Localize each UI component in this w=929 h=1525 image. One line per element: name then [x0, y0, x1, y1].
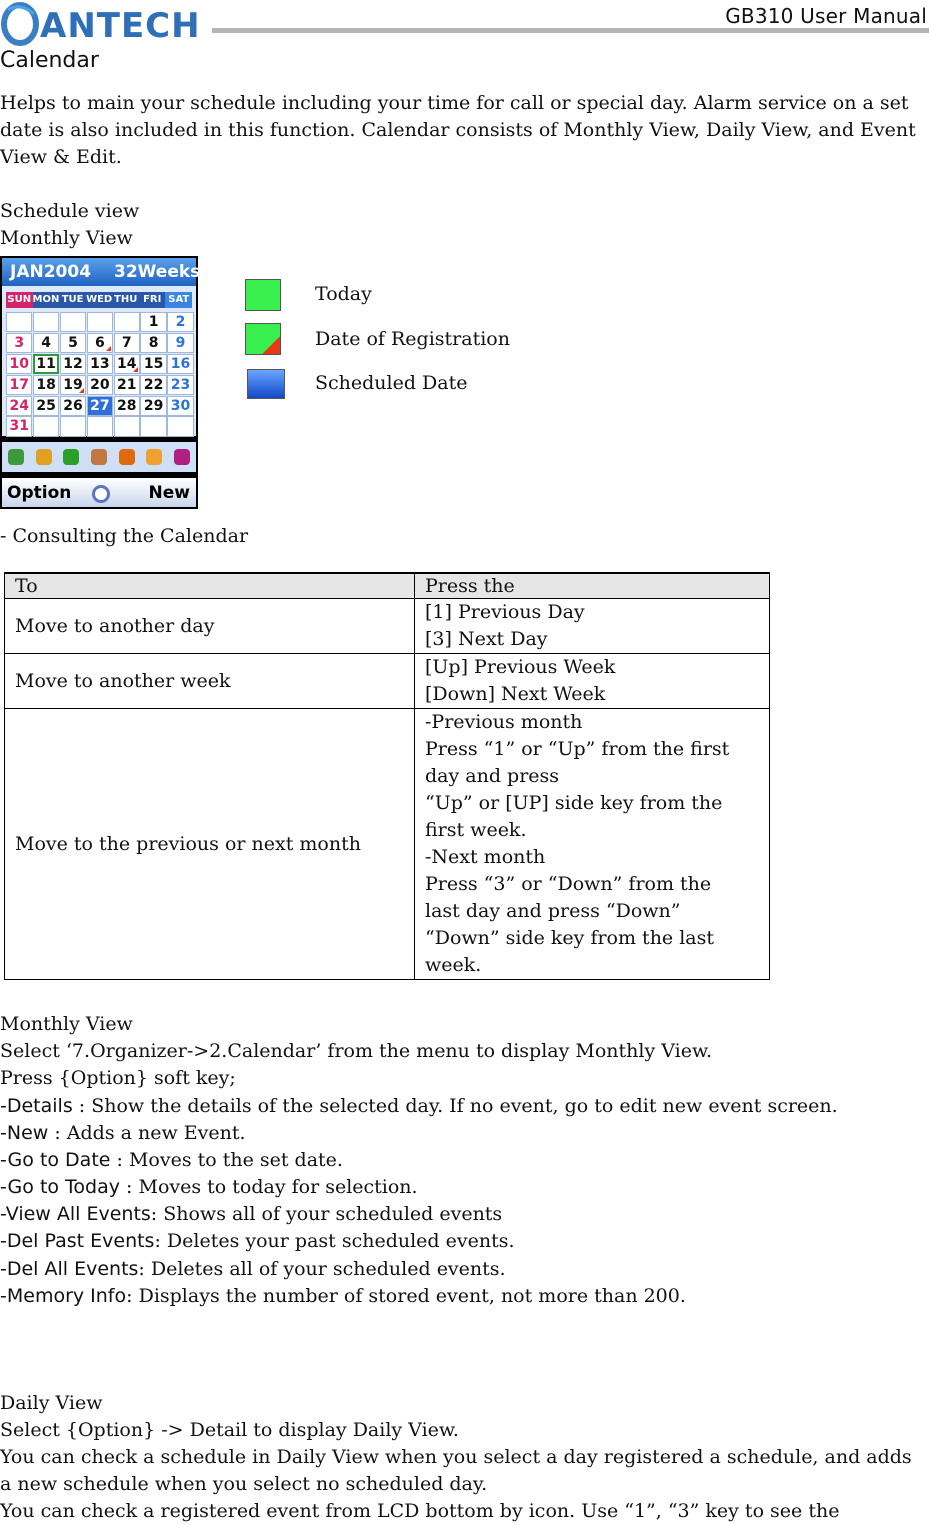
option-view-all-events [0, 1201, 502, 1228]
event-category-icon[interactable] [36, 449, 52, 465]
option-name: -Go to Today [0, 1176, 121, 1198]
calendar-day-cell[interactable]: 15 [140, 354, 166, 374]
calendar-day-cell[interactable]: 4 [33, 333, 59, 353]
new-soft-key[interactable]: New [148, 483, 190, 503]
option-desc: : Adds a new Event. [48, 1122, 246, 1144]
center-select-icon[interactable] [92, 485, 110, 503]
calendar-day-cell[interactable]: 17 [6, 375, 32, 395]
calendar-day-cell [60, 416, 86, 436]
daily-select-text: Select {Option} -> Detail to display Daily View. [0, 1419, 459, 1441]
press-line: “Down” side key from the last [425, 927, 714, 949]
option-name: -New [0, 1122, 49, 1144]
calendar-day-cell [6, 312, 32, 332]
press-line: Press “1” or “Up” from the first [425, 738, 730, 760]
press-line: “Up” or [UP] side key from the [425, 792, 723, 814]
calendar-day-cell[interactable]: 31 [6, 416, 32, 436]
table-header-row [5, 573, 770, 599]
calendar-day-cell [60, 312, 86, 332]
press-line: day and press [425, 765, 560, 787]
calendar-day-cell [33, 312, 59, 332]
calendar-day-cell[interactable]: 27 [87, 396, 113, 416]
daily-section-title: Daily View [0, 1392, 103, 1414]
calendar-day-cell [87, 312, 113, 332]
option-name: -View All Events [0, 1203, 151, 1225]
section-title: Calendar [0, 48, 99, 73]
monthly-select-text: Select ‘7.Organizer->2.Calendar’ from the menu to display Monthly View. [0, 1040, 712, 1062]
calendar-day-cell[interactable]: 23 [167, 375, 193, 395]
option-desc: : Deletes your past scheduled events. [154, 1230, 515, 1252]
table-cell-to: Move to another week [5, 654, 415, 709]
press-line: -Next month [425, 846, 546, 868]
calendar-day-cell[interactable]: 8 [140, 333, 166, 353]
today-swatch [245, 279, 281, 311]
calendar-day-cell [87, 416, 113, 436]
calendar-day-cell[interactable]: 11 [33, 354, 59, 374]
calendar-day-cell[interactable]: 2 [167, 312, 193, 332]
day-of-week-label: MON [32, 294, 60, 305]
option-details [0, 1093, 838, 1120]
press-line: last day and press “Down” [425, 900, 681, 922]
schedule-view-heading: Schedule view [0, 200, 140, 222]
press-line: [Down] Next Week [425, 683, 606, 705]
monthly-section-title: Monthly View [0, 1013, 133, 1035]
event-category-icon[interactable] [63, 449, 79, 465]
calendar-day-cell[interactable]: 21 [114, 375, 140, 395]
calendar-day-cell[interactable]: 1 [140, 312, 166, 332]
table-cell-to: Move to the previous or next month [5, 709, 415, 980]
phone-calendar-screen [0, 256, 201, 509]
days-of-week-row [6, 292, 192, 308]
calendar-day-cell[interactable]: 25 [33, 396, 59, 416]
calendar-day-cell [114, 312, 140, 332]
option-name: -Go to Date [0, 1149, 111, 1171]
option-name: -Details [0, 1095, 73, 1117]
option-desc: : Shows all of your scheduled events [150, 1203, 503, 1225]
option-soft-key[interactable]: Option [7, 483, 72, 503]
calendar-day-cell [114, 416, 140, 436]
legend-scheduled-label: Scheduled Date [315, 372, 468, 394]
option-desc: : Moves to the set date. [110, 1149, 343, 1171]
calendar-day-cell[interactable]: 13 [87, 354, 113, 374]
press-line: Press “3” or “Down” from the [425, 873, 712, 895]
calendar-day-cell[interactable]: 14 [114, 354, 140, 374]
event-category-icon[interactable] [119, 449, 135, 465]
option-desc: : Moves to today for selection. [120, 1176, 418, 1198]
document-title: GB310 User Manual [725, 4, 927, 28]
option-desc: : Show the details of the selected day. If no event, go to edit new event screen. [72, 1095, 838, 1117]
calendar-day-cell[interactable]: 20 [87, 375, 113, 395]
phone-month-label: JAN2004 [10, 262, 92, 282]
table-row [5, 599, 770, 654]
press-line: -Previous month [425, 711, 583, 733]
svg-text:ANTECH: ANTECH [40, 6, 201, 46]
calendar-day-cell[interactable]: 9 [167, 333, 193, 353]
daily-paragraph-1: You can check a schedule in Daily View when you select a day registered a schedule, and adds a new schedule when you select no scheduled day. [0, 1446, 912, 1495]
calendar-day-cell [140, 416, 166, 436]
table-cell-press [415, 709, 770, 980]
phone-weeks-label: 32Weeks [114, 262, 201, 282]
legend-today-label: Today [315, 283, 372, 305]
calendar-day-cell[interactable]: 5 [60, 333, 86, 353]
calendar-day-cell[interactable]: 7 [114, 333, 140, 353]
table-header-press: Press the [415, 573, 770, 599]
calendar-month-grid [2, 286, 196, 436]
day-of-week-label: SUN [6, 292, 33, 308]
option-del-all-events [0, 1256, 506, 1283]
daily-paragraph-2: You can check a registered event from LCD bottom by icon. Use “1”, “3” key to see the [0, 1500, 840, 1522]
day-of-week-label: SAT [165, 292, 192, 308]
calendar-day-cell[interactable]: 22 [140, 375, 166, 395]
option-go-to-date [0, 1147, 343, 1174]
day-of-week-label: WED [86, 294, 113, 305]
press-line: first week. [425, 819, 527, 841]
table-cell-press [415, 599, 770, 654]
day-of-week-label: THU [114, 294, 138, 305]
option-name: -Memory Info [0, 1285, 127, 1307]
calendar-days-grid [6, 312, 196, 438]
calendar-day-cell[interactable]: 6 [87, 333, 113, 353]
calendar-day-cell[interactable]: 18 [33, 375, 59, 395]
key-table [4, 572, 770, 980]
option-desc: : Deletes all of your scheduled events. [138, 1258, 506, 1280]
calendar-day-cell[interactable]: 29 [140, 396, 166, 416]
calendar-day-cell[interactable]: 16 [167, 354, 193, 374]
option-name: -Del Past Events [0, 1230, 155, 1252]
table-cell-to: Move to another day [5, 599, 415, 654]
event-category-icon[interactable] [91, 449, 107, 465]
phone-calendar-header [2, 258, 201, 286]
calendar-day-cell[interactable]: 28 [114, 396, 140, 416]
calendar-day-cell [33, 416, 59, 436]
press-line: [Up] Previous Week [425, 656, 616, 678]
calendar-day-cell[interactable]: 12 [60, 354, 86, 374]
legend-registration-label: Date of Registration [315, 328, 510, 350]
event-category-icon[interactable] [174, 449, 190, 465]
press-line: week. [425, 954, 482, 976]
option-go-to-today [0, 1174, 418, 1201]
consulting-heading: - Consulting the Calendar [0, 525, 249, 547]
calendar-day-cell[interactable]: 3 [6, 333, 32, 353]
day-of-week-label: FRI [143, 294, 162, 305]
option-desc: : Displays the number of stored event, not more than 200. [126, 1285, 686, 1307]
press-line: [1] Previous Day [425, 601, 585, 623]
table-header-to: To [5, 573, 415, 599]
option-memory-info [0, 1283, 686, 1310]
table-cell-press [415, 654, 770, 709]
option-del-past-events [0, 1228, 515, 1255]
monthly-view-label: Monthly View [0, 227, 133, 249]
monthly-press-text: Press {Option} soft key; [0, 1067, 236, 1089]
table-row [5, 654, 770, 709]
calendar-day-cell [167, 416, 193, 436]
option-name: -Del All Events [0, 1258, 139, 1280]
scheduled-swatch [247, 369, 285, 399]
event-icon-row [2, 442, 196, 472]
option-new [0, 1120, 246, 1147]
calendar-day-cell[interactable]: 30 [167, 396, 193, 416]
intro-paragraph: Helps to main your schedule including your time for call or special day. Alarm service on a set date is also included in this function. Calendar consists of Monthly View, Daily View, and Event View & Edit. [0, 92, 916, 168]
header-rule [212, 28, 929, 33]
registration-swatch [245, 323, 281, 355]
soft-key-bar [2, 478, 196, 507]
pantech-logo [0, 0, 210, 48]
press-line: [3] Next Day [425, 628, 548, 650]
calendar-day-cell[interactable]: 24 [6, 396, 32, 416]
calendar-day-cell[interactable]: 19 [60, 375, 86, 395]
calendar-day-cell[interactable]: 10 [6, 354, 32, 374]
calendar-day-cell[interactable]: 26 [60, 396, 86, 416]
table-row [5, 709, 770, 980]
day-of-week-label: TUE [61, 294, 84, 305]
event-category-icon[interactable] [8, 449, 24, 465]
event-category-icon[interactable] [146, 449, 162, 465]
